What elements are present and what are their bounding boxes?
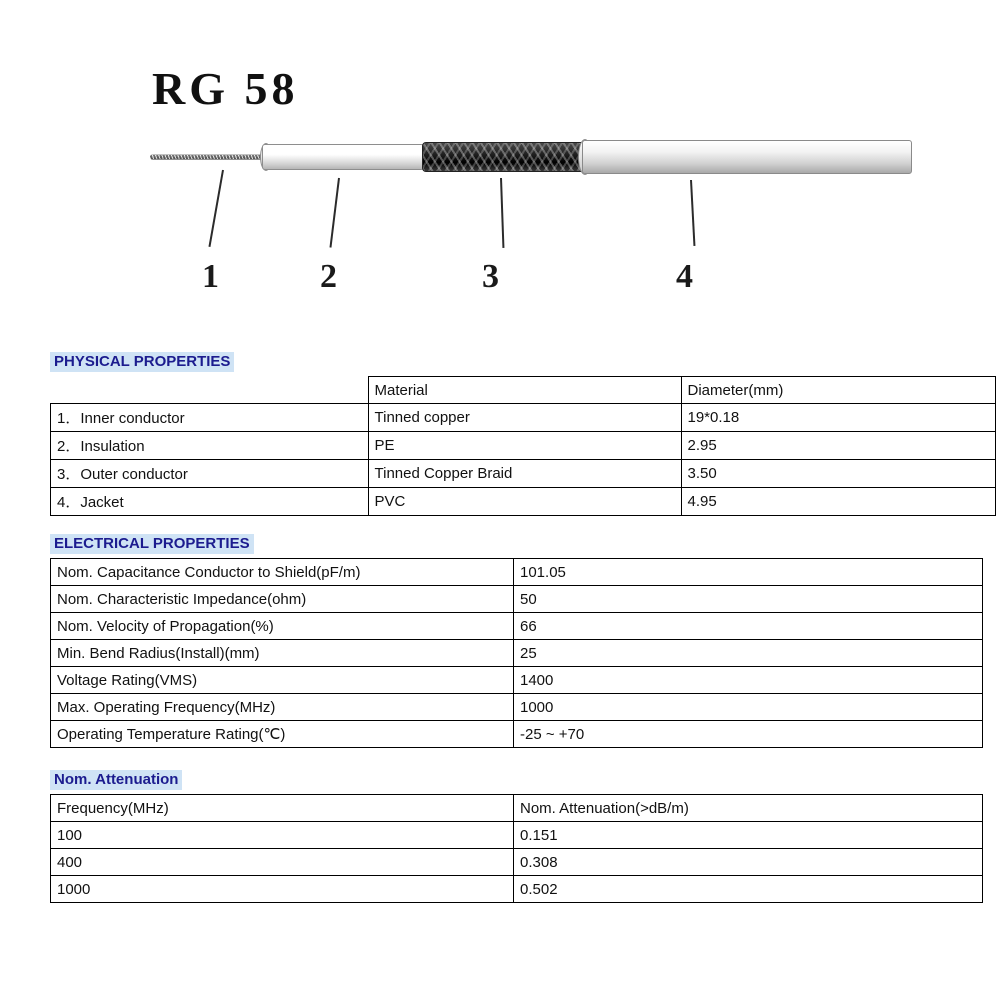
- table-row: [51, 876, 983, 903]
- cell-value: 50: [514, 586, 983, 613]
- cell-value: 25: [514, 640, 983, 667]
- table-row: [51, 694, 983, 721]
- table-row: [51, 822, 983, 849]
- table-row: [51, 488, 996, 516]
- attenuation-table: [50, 794, 983, 903]
- cell-attenuation: 0.308: [514, 849, 983, 876]
- cell-frequency: 100: [51, 822, 514, 849]
- cell-diameter: 2.95: [681, 432, 995, 460]
- header-cell-attenuation: Nom. Attenuation(>dB/m): [514, 795, 983, 822]
- cable-diagram: [0, 0, 1000, 330]
- cell-material: PE: [368, 432, 681, 460]
- table-row: [51, 559, 983, 586]
- table-row: [51, 432, 996, 460]
- leader-line-4: [690, 180, 695, 246]
- physical-properties-title: PHYSICAL PROPERTIES: [50, 352, 234, 372]
- electrical-properties-title: ELECTRICAL PROPERTIES: [50, 534, 254, 554]
- cell-attenuation: 0.502: [514, 876, 983, 903]
- cell-part: 4．Jacket: [51, 488, 369, 516]
- product-title: RG 58: [152, 63, 299, 114]
- cell-property: Nom. Capacitance Conductor to Shield(pF/m): [51, 559, 514, 586]
- leader-line-1: [208, 170, 224, 247]
- inner-conductor-segment: [150, 154, 268, 160]
- cable-illustration: [150, 140, 910, 180]
- cell-attenuation: 0.151: [514, 822, 983, 849]
- cell-property: Voltage Rating(VMS): [51, 667, 514, 694]
- electrical-properties-table: [50, 558, 983, 748]
- insulation-segment: [262, 144, 424, 170]
- cell-diameter: 19*0.18: [681, 404, 995, 432]
- cell-material: Tinned copper: [368, 404, 681, 432]
- cell-part: 3．Outer conductor: [51, 460, 369, 488]
- physical-properties-section: [50, 352, 956, 516]
- table-row: [51, 640, 983, 667]
- table-row: [51, 849, 983, 876]
- cell-value: 1000: [514, 694, 983, 721]
- cell-property: Max. Operating Frequency(MHz): [51, 694, 514, 721]
- physical-properties-table: [50, 376, 996, 516]
- cell-frequency: 1000: [51, 876, 514, 903]
- table-row: [51, 721, 983, 748]
- cell-property: Operating Temperature Rating(℃): [51, 721, 514, 748]
- cell-part: 2．Insulation: [51, 432, 369, 460]
- cell-property: Min. Bend Radius(Install)(mm): [51, 640, 514, 667]
- outer-conductor-braid-segment: [422, 142, 588, 172]
- table-header-row: [51, 377, 996, 404]
- cell-property: Nom. Velocity of Propagation(%): [51, 613, 514, 640]
- header-cell-diameter: Diameter(mm): [681, 377, 995, 404]
- cell-material: PVC: [368, 488, 681, 516]
- cell-part: 1．Inner conductor: [51, 404, 369, 432]
- cell-diameter: 3.50: [681, 460, 995, 488]
- callout-number-2: 2: [320, 258, 337, 295]
- cell-value: 101.05: [514, 559, 983, 586]
- cell-material: Tinned Copper Braid: [368, 460, 681, 488]
- cell-frequency: 400: [51, 849, 514, 876]
- table-row: [51, 460, 996, 488]
- callout-number-3: 3: [482, 258, 499, 295]
- cell-property: Nom. Characteristic Impedance(ohm): [51, 586, 514, 613]
- leader-line-3: [500, 178, 504, 248]
- cell-value: -25 ~ +70: [514, 721, 983, 748]
- header-cell-blank: [51, 377, 369, 404]
- table-row: [51, 667, 983, 694]
- table-row: [51, 613, 983, 640]
- table-row: [51, 586, 983, 613]
- cell-value: 1400: [514, 667, 983, 694]
- header-cell-frequency: Frequency(MHz): [51, 795, 514, 822]
- cell-diameter: 4.95: [681, 488, 995, 516]
- leader-line-2: [329, 178, 340, 248]
- jacket-segment: [582, 140, 912, 174]
- callout-number-4: 4: [676, 258, 693, 295]
- table-header-row: [51, 795, 983, 822]
- cell-value: 66: [514, 613, 983, 640]
- attenuation-title: Nom. Attenuation: [50, 770, 182, 790]
- header-cell-material: Material: [368, 377, 681, 404]
- callout-number-1: 1: [202, 258, 219, 295]
- attenuation-section: [50, 770, 956, 903]
- table-row: [51, 404, 996, 432]
- electrical-properties-section: [50, 534, 956, 748]
